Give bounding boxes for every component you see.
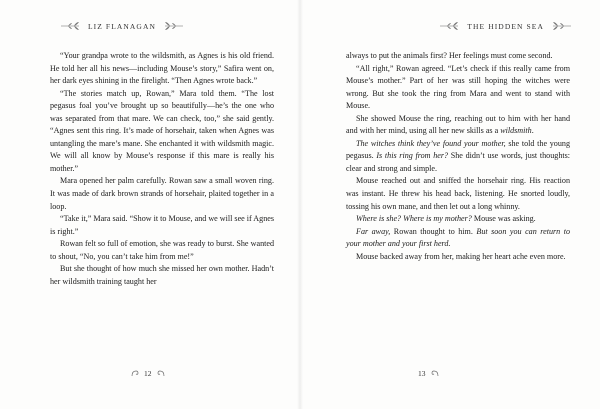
right-running-head-text: THE HIDDEN SEA bbox=[467, 21, 544, 31]
text-run: “All right,” Rowan agreed. “Let’s check if this really came from Mouse’s mother.” Part of her was still hoping the witches were wrong. But she took the ring from Mara and went to stand with Mouse. bbox=[346, 63, 570, 111]
paragraph bbox=[346, 63, 570, 113]
right-page bbox=[300, 0, 600, 409]
paragraph bbox=[346, 226, 570, 251]
paragraph: “Your grandpa wrote to the wildsmith, as Agnes is his old friend. He told her all his news—including Mouse’s story,” Safira went on, her dark eyes shining in the firelight. “Then Agnes wrote back.” bbox=[50, 51, 274, 86]
text-run: she told the young pegasus. bbox=[346, 138, 570, 161]
paragraph bbox=[346, 251, 570, 264]
italic-text: wildsmith bbox=[500, 126, 532, 136]
right-page-number: 13 bbox=[418, 368, 426, 378]
text-run: Mouse was asking. bbox=[471, 214, 536, 224]
text-run: Mouse reached out and sniffed the horsehair ring. His reaction was instant. He threw his head back, listening. He snorted loudly, tossing his own mane, and then let out a long whinny. bbox=[346, 176, 570, 211]
text-run: She didn’t use words, just thoughts: clear and strong and simple. bbox=[346, 151, 571, 173]
paragraph bbox=[346, 113, 570, 138]
italic-text: The witches think they’ve found your mother, bbox=[356, 138, 506, 148]
paragraph: “The stories match up, Rowan,” Mara told them. “The lost pegasus foal you’ve brought up so beautifully—he’s the one who was separated from that mare. We can check, too,” she said gently. “Agnes sent this ring. It’s made of horsehair, taken when Agnes was untangling the mare’s mane. She enchanted it with wildsmith magic. We will all know by Mouse’s response if this mare is really his mother.” bbox=[50, 88, 274, 173]
paragraph bbox=[346, 213, 570, 226]
paragraph bbox=[346, 175, 570, 213]
paragraph: Rowan felt so full of emotion, she was ready to burst. She wanted to shout, “No, you can’t take him from me!” bbox=[50, 239, 274, 261]
right-running-head bbox=[439, 18, 572, 34]
paragraph: But she thought of how much she missed her own mother. Hadn’t her wildsmith training taught her bbox=[50, 264, 274, 286]
left-running-head bbox=[60, 18, 184, 34]
leafy-sprig-icon bbox=[60, 20, 80, 32]
italic-text: Is this ring from her? bbox=[376, 151, 449, 161]
paragraph: “Take it,” Mara said. “Show it to Mouse, and we will see if Agnes is right.” bbox=[50, 214, 274, 236]
paragraph: Mara opened her palm carefully. Rowan saw a small woven ring. It was made of dark brown strands of horsehair, plaited together in a loop. bbox=[50, 176, 274, 211]
italic-text: Where is she? Where is my mother? bbox=[356, 214, 472, 224]
italic-text: Far away, bbox=[356, 226, 391, 236]
left-folio bbox=[130, 367, 166, 379]
right-folio bbox=[418, 367, 440, 379]
left-body-text bbox=[50, 50, 274, 288]
text-run: She showed Mouse the ring, reaching out to him with her hand and with her mind, using all her new skills as a bbox=[346, 113, 570, 136]
curl-flourish-icon bbox=[130, 368, 140, 378]
curl-flourish-icon bbox=[156, 368, 166, 378]
text-run: Rowan thought to him. bbox=[390, 226, 477, 236]
italic-text: But soon you can return to your mother and your first herd. bbox=[346, 226, 570, 249]
paragraph bbox=[346, 50, 570, 63]
text-run: Mouse backed away from her, making her heart ache even more. bbox=[356, 251, 566, 261]
paragraph bbox=[346, 138, 570, 176]
text-run: . bbox=[531, 126, 534, 136]
left-page-number: 12 bbox=[144, 368, 152, 378]
leafy-sprig-icon bbox=[552, 20, 572, 32]
left-running-head-text: LIZ FLANAGAN bbox=[88, 21, 156, 31]
right-body-text bbox=[346, 50, 570, 263]
leafy-sprig-icon bbox=[164, 20, 184, 32]
text-run: always to put the animals first? Her feelings must come second. bbox=[346, 51, 553, 60]
leafy-sprig-icon bbox=[439, 20, 459, 32]
curl-flourish-icon bbox=[430, 368, 440, 378]
